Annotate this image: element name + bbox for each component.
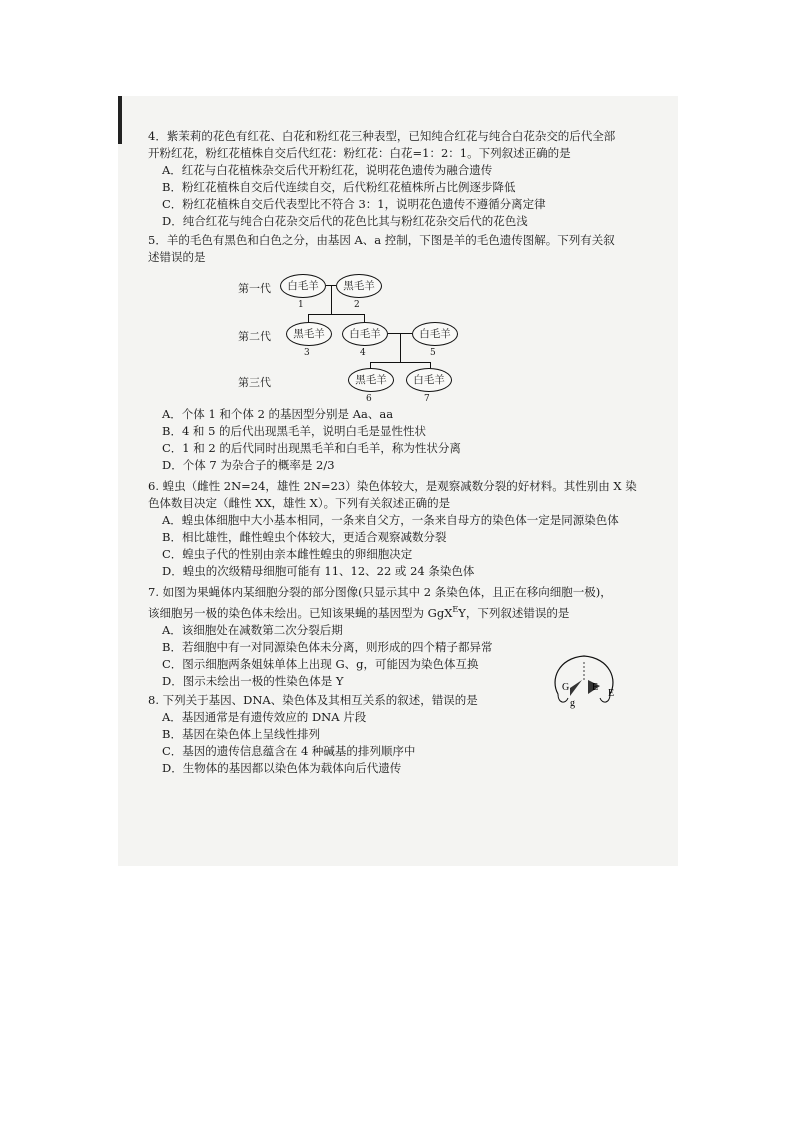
individual-3-number: 3: [304, 348, 310, 358]
q4-option-d: D．纯合红花与纯合白花杂交后代的花色比其与粉红花杂交后代的花色浅: [162, 214, 528, 228]
q4-option-b: B．粉红花植株自交后代连续自交，后代粉红花植株所占比例逐步降低: [162, 180, 516, 194]
q6-option-a: A．蝗虫体细胞中大小基本相同，一条来自父方，一条来自母方的染色体一定是同源染色体: [162, 513, 619, 527]
pedigree-diagram: [148, 270, 668, 404]
gene-label-E-1: E: [592, 682, 599, 693]
individual-2-number: 2: [354, 300, 360, 310]
sibship-line-gen3: [370, 362, 430, 363]
individual-4-label: 白毛羊: [349, 327, 381, 340]
scan-edge-mark: [118, 96, 122, 144]
q5-stem-line2: 述错误的是: [148, 250, 206, 264]
q8-option-d: D．生物体的基因都以染色体为载体向后代遗传: [162, 760, 402, 775]
q8-option-c: C．基因的遗传信息蕴含在 4 种碱基的排列顺序中: [162, 743, 416, 758]
q5-option-b: B．4 和 5 的后代出现黑毛羊，说明白毛是显性性状: [162, 424, 427, 438]
drop-line-3: [308, 314, 309, 322]
individual-7-number: 7: [424, 394, 430, 404]
question-4: [148, 128, 668, 230]
gene-label-g: g: [570, 698, 575, 709]
individual-3-node: [286, 322, 332, 346]
q7-stem-part2: Y，下列叙述错误的是: [458, 605, 570, 620]
cell-membrane-left-curl: [558, 694, 568, 702]
q6-option-b: B．相比雄性，雌性蝗虫个体较大，更适合观察减数分裂: [162, 530, 447, 544]
gene-label-G: G: [562, 682, 570, 693]
individual-1-label: 白毛羊: [287, 279, 319, 292]
q4-option-c: C．粉红花植株自交后代表型比不符合 3：1，说明花色遗传不遵循分离定律: [162, 197, 546, 211]
gene-label-E-2: E: [608, 688, 615, 699]
cell-division-figure: [548, 650, 620, 714]
individual-1-number: 1: [298, 300, 304, 310]
individual-4-number: 4: [360, 348, 366, 358]
q7-option-d: D．图示未绘出一极的性染色体是 Y: [162, 673, 344, 688]
individual-2-node: [336, 274, 382, 298]
drop-line-4: [364, 314, 365, 322]
q7-stem-part1: 该细胞另一极的染色体未绘出。已知该果蝇的基因型为 GgX: [148, 605, 453, 620]
individual-6-label: 黑毛羊: [355, 373, 387, 386]
q8-option-a: A．基因通常是有遗传效应的 DNA 片段: [162, 709, 367, 724]
q5-stem-line1: 5．羊的毛色有黑色和白色之分，由基因 A、a 控制，下图是羊的毛色遗传图解。下列有关叙: [148, 233, 615, 247]
chromosome-g-pair: [570, 680, 582, 696]
q8-option-b: B．基因在染色体上呈线性排列: [162, 726, 320, 741]
q5-option-c: C．1 和 2 的后代同时出现黑毛羊和白毛羊，称为性状分离: [162, 441, 461, 455]
q6-option-c: C．蝗虫子代的性别由亲本雌性蝗虫的卵细胞决定: [162, 547, 413, 561]
generation-2-label: 第二代: [238, 330, 271, 343]
q7-stem-superscript: E: [452, 605, 459, 614]
q5-option-a: A．个体 1 和个体 2 的基因型分别是 Aa、aa: [162, 407, 394, 421]
question-6: [148, 478, 668, 580]
q4-stem-line1: 4．紫茉莉的花色有红花、白花和粉红花三种表型，已知纯合红花与纯合白花杂交的后代全部: [148, 129, 616, 143]
individual-6-number: 6: [366, 394, 372, 404]
generation-3-label: 第三代: [238, 376, 271, 389]
q7-option-c: C．图示细胞两条姐妹单体上出现 G、g，可能因为染色体互换: [162, 656, 479, 671]
individual-5-label: 白毛羊: [419, 327, 451, 340]
q6-option-d: D．蝗虫的次级精母细胞可能有 11、12、22 或 24 条染色体: [162, 564, 475, 578]
q7-stem-line2: [148, 601, 668, 622]
individual-5-node: [412, 322, 458, 346]
individual-4-node: [342, 322, 388, 346]
sibship-line-gen2: [308, 314, 364, 315]
individual-1-node: [280, 274, 326, 298]
generation-1-label: 第一代: [238, 282, 271, 295]
descent-line-gen1: [331, 286, 332, 314]
q6-stem-line2: 色体数目决定（雌性 XX，雄性 X）。下列有关叙述正确的是: [148, 496, 451, 510]
individual-7-node: [406, 368, 452, 392]
q4-option-a: A．红花与白花植株杂交后代开粉红花，说明花色遗传为融合遗传: [162, 163, 493, 177]
individual-2-label: 黑毛羊: [343, 279, 375, 292]
q6-stem-line1: 6. 蝗虫（雌性 2N=24，雄性 2N=23）染色体较大，是观察减数分裂的好材料。其性别由 X 染: [148, 479, 637, 493]
q4-stem-line2: 开粉红花，粉红花植株自交后代红花：粉红花：白花=1：2：1。下列叙述正确的是: [148, 146, 571, 160]
individual-5-number: 5: [430, 348, 436, 358]
q8-stem: 8. 下列关于基因、DNA、染色体及其相互关系的叙述，错误的是: [148, 692, 478, 707]
individual-6-node: [348, 368, 394, 392]
q7-option-b: B．若细胞中有一对同源染色体未分离，则形成的四个精子都异常: [162, 639, 493, 654]
question-5: [148, 232, 668, 474]
q5-option-d: D．个体 7 为杂合子的概率是 2/3: [162, 458, 335, 472]
q7-stem-line1: 7. 如图为果蝇体内某细胞分裂的部分图像(只显示其中 2 条染色体，且正在移向细胞一极)，: [148, 585, 612, 599]
individual-7-label: 白毛羊: [413, 373, 445, 386]
q7-option-a: A．该细胞处在减数第二次分裂后期: [162, 622, 343, 637]
descent-line-gen2: [400, 334, 401, 362]
individual-3-label: 黑毛羊: [293, 327, 325, 340]
